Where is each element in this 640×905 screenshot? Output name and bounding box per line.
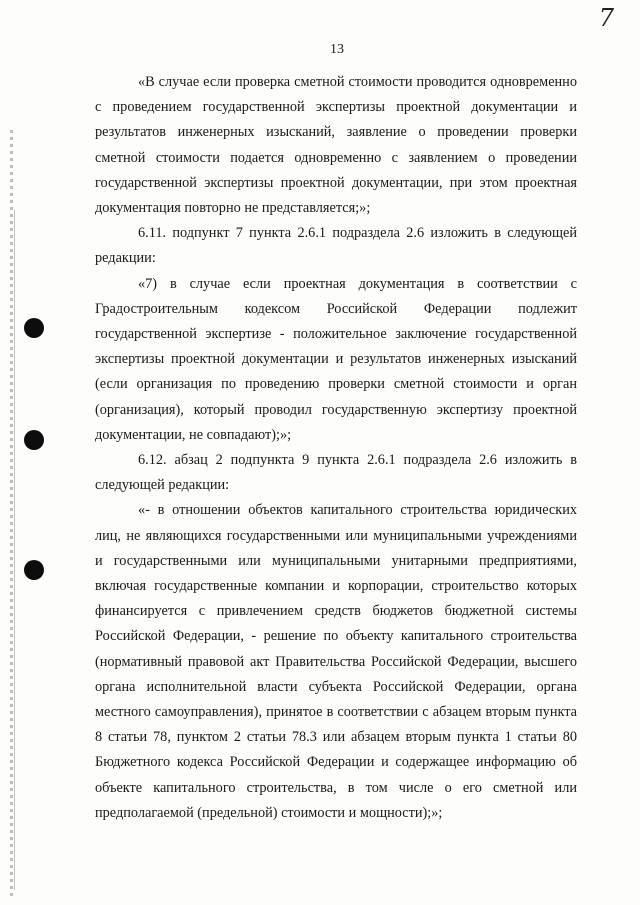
paragraph-quote-subitem-7: «7) в случае если проектная документация в соответствии с Градостроительным кодексом Российской Федерации подлежит государственной экспертизе - положительное заключение государственной экспертизы проектной документации и результатов инженерных изысканий (если организация по проведению проверки сметной стоимости и орган (организация), который проводил государственную экспертизу проектной документации, не совпадают);»; — [95, 275, 577, 443]
punch-hole-2 — [24, 430, 44, 450]
paragraph-quote-capital-construction: «- в отношении объектов капитального строительства юридических лиц, не являющихся государственными или муниципальными учреждениями и государственными или муниципальными унитарными предприятиями, включая государственные компании и корпорации, строительство которых финансируется с привлечением средств бюджетов бюджетной системы Российской Федерации, - решение по объекту капитального строительства (нормативный правовой акт Правительства Российской Федерации, высшего органа исполнительной власти субъекта Российской Федерации, органа местного самоуправления), принятое в соответствии с абзацем вторым пункта 8 статьи 78, пунктом 2 статьи 78.3 или абзацем вторым пункта 1 статьи 80 Бюджетного кодекса Российской Федерации и содержащее информацию об объекте капитального строительства, в том числе о его сметной или предполагаемой (предельной) стоимости и мощности);»; — [95, 502, 577, 821]
page-number: 13 — [330, 42, 344, 57]
punch-hole-1 — [24, 318, 44, 338]
paragraph-item-6-11: 6.11. подпункт 7 пункта 2.6.1 подраздела 2.6 изложить в следующей редакции: — [95, 225, 577, 267]
scan-binding-edge — [10, 130, 13, 900]
paragraph-item-6-12: 6.12. абзац 2 подпункта 9 пункта 2.6.1 подраздела 2.6 изложить в следующей редакции: — [95, 452, 577, 494]
document-body — [95, 70, 577, 826]
paragraph-quote-estimate: «В случае если проверка сметной стоимости проводится одновременно с проведением государственной экспертизы проектной документации и результатов инженерных изысканий, заявление о проведении проверки сметной стоимости подается одновременно с заявлением о проведении государственной экспертизы проектной документации, при этом проектная документация повторно не представляется;»; — [95, 74, 577, 217]
handwritten-page-mark: 7 — [598, 4, 614, 32]
punch-hole-3 — [24, 560, 44, 580]
scan-binding-line — [14, 210, 15, 890]
